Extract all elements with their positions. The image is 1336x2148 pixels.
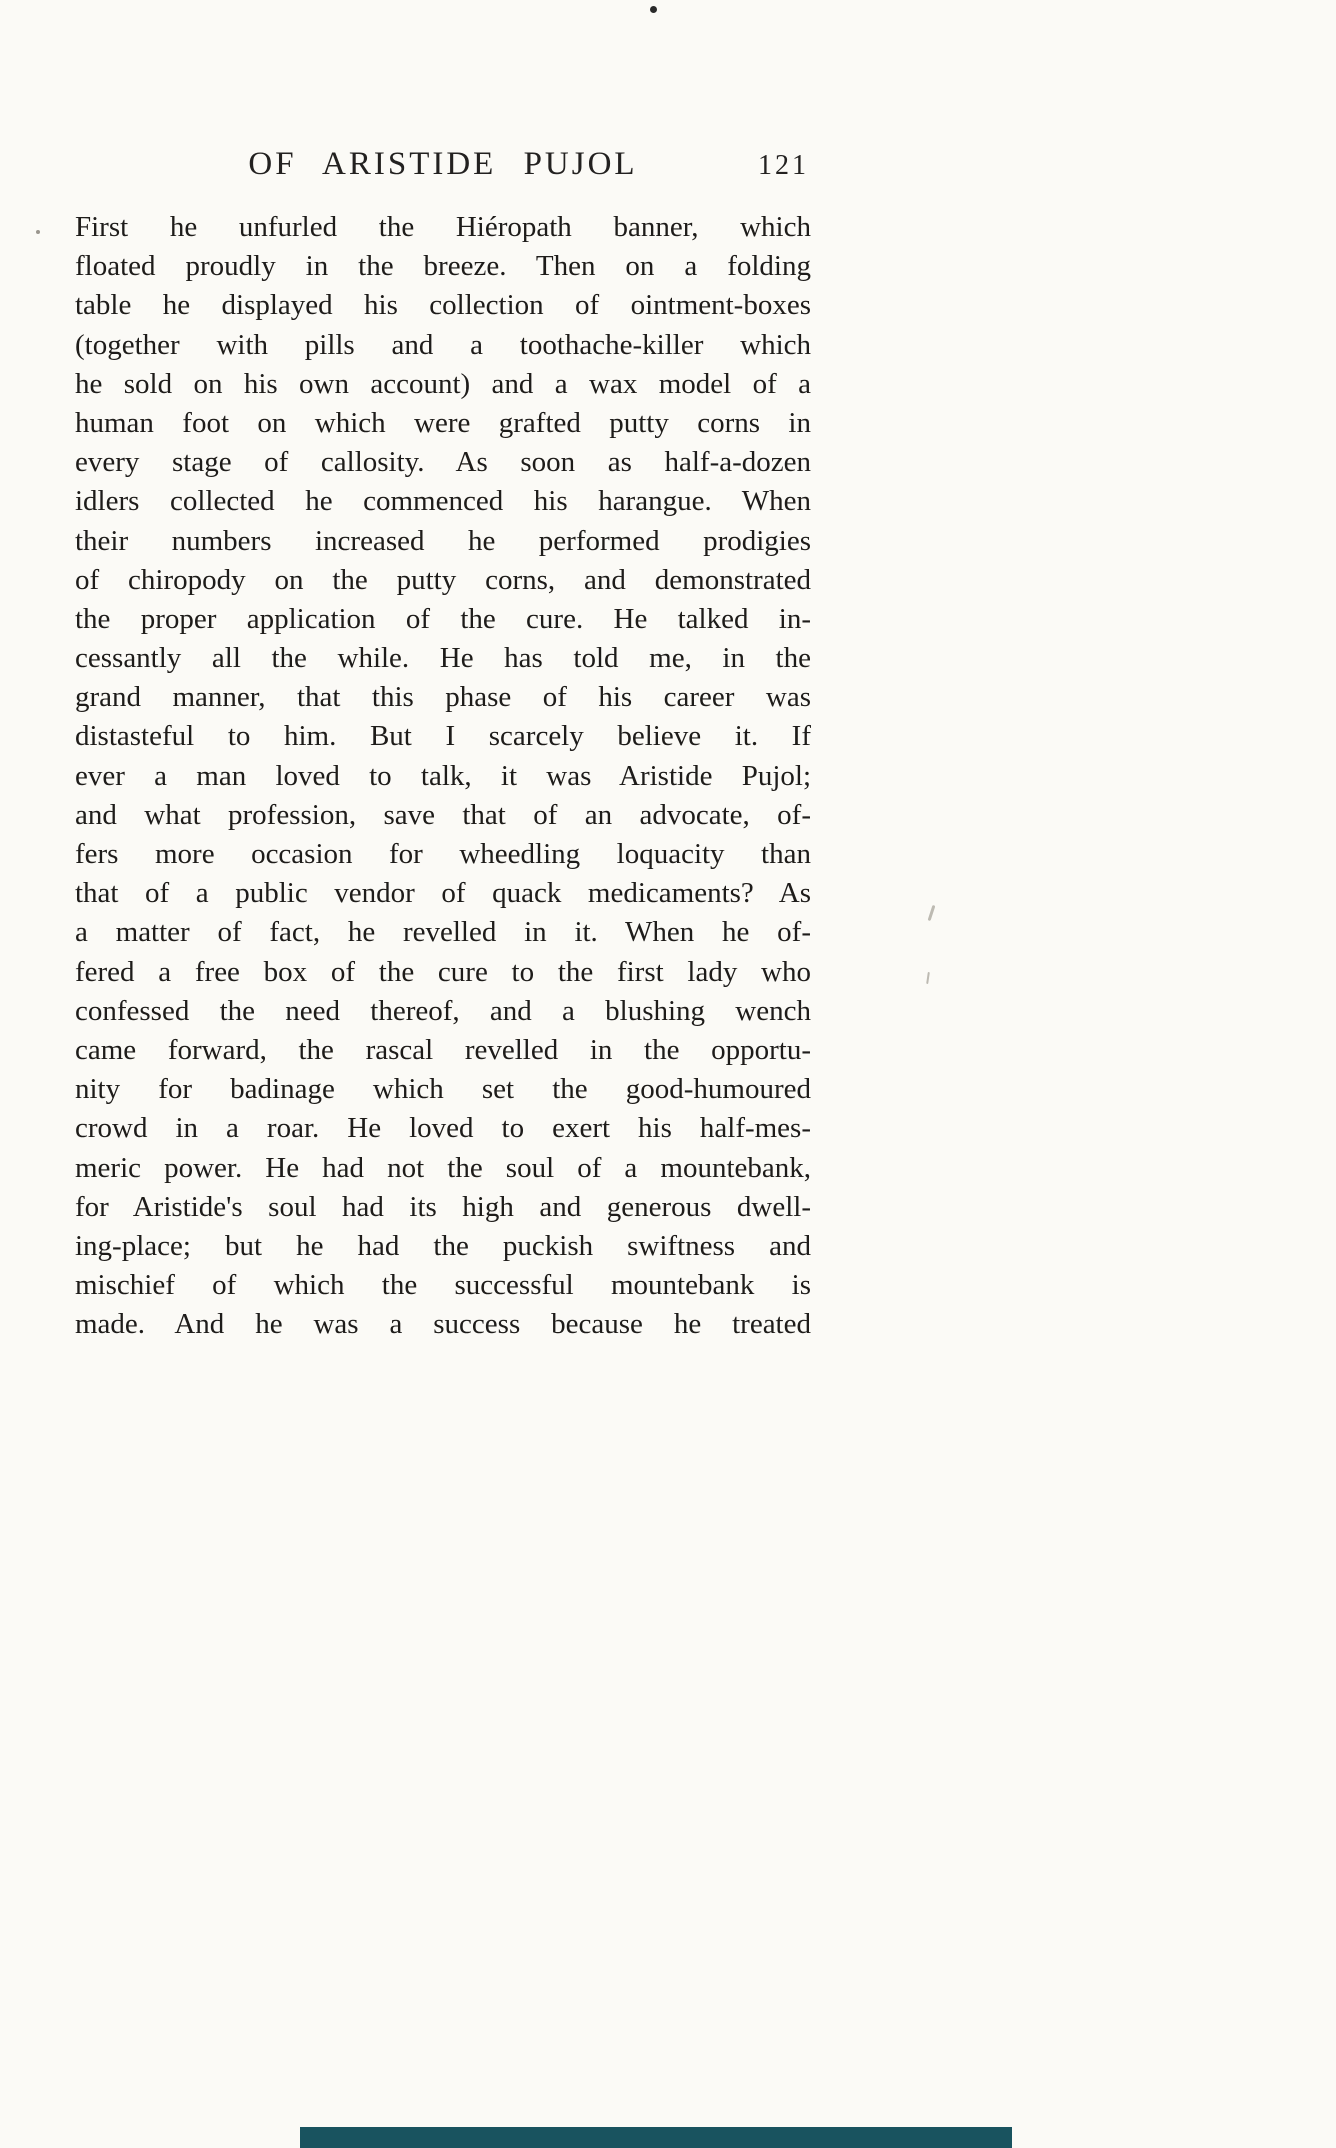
running-title: OF ARISTIDE PUJOL xyxy=(248,146,638,182)
text-line: First he unfurled the Hiéropath banner, which xyxy=(75,211,811,243)
text-line: cessantly all the while. He has told me, in the xyxy=(75,642,811,675)
text-line: distasteful to him. But I scarcely believe it. If xyxy=(75,720,811,753)
text-line: idlers collected he commenced his harangue. When xyxy=(75,485,811,518)
text-line: confessed the need thereof, and a blushing wench xyxy=(75,994,811,1027)
text-line: floated proudly in the breeze. Then on a folding xyxy=(75,250,811,283)
text-line: a matter of fact, he revelled in it. When he of- xyxy=(75,916,811,949)
text-line: meric power. He had not the soul of a mountebank, xyxy=(75,1151,811,1184)
scan-speck xyxy=(928,905,936,921)
scan-speck xyxy=(926,972,930,984)
text-line: for Aristide's soul had its high and generous dwell- xyxy=(75,1190,811,1223)
text-line: grand manner, that this phase of his career was xyxy=(75,681,811,714)
text-line: he sold on his own account) and a wax model of a xyxy=(75,367,811,400)
text-line: ing-place; but he had the puckish swiftness and xyxy=(75,1229,811,1262)
page-header xyxy=(75,146,811,190)
scan-speck xyxy=(650,6,657,13)
text-line: (together with pills and a toothache-killer which xyxy=(75,328,811,361)
text-line: made. And he was a success because he treated xyxy=(75,1308,811,1341)
bottom-bar xyxy=(300,2127,1012,2148)
text-line: and what profession, save that of an advocate, of- xyxy=(75,798,811,831)
text-line: crowd in a roar. He loved to exert his half-mes- xyxy=(75,1112,811,1145)
text-line: the proper application of the cure. He talked in- xyxy=(75,602,811,635)
body-text xyxy=(75,208,811,1344)
text-line: that of a public vendor of quack medicaments? As xyxy=(75,877,811,910)
text-line: human foot on which were grafted putty corns in xyxy=(75,406,811,439)
text-line: every stage of callosity. As soon as half-a-dozen xyxy=(75,446,811,479)
text-line: of chiropody on the putty corns, and demonstrated xyxy=(75,563,811,596)
text-line: came forward, the rascal revelled in the opportu- xyxy=(75,1033,811,1066)
text-line: their numbers increased he performed prodigies xyxy=(75,524,811,557)
text-line: mischief of which the successful mountebank is xyxy=(75,1269,811,1302)
text-line: nity for badinage which set the good-humoured xyxy=(75,1073,811,1106)
page-number: 121 xyxy=(758,150,809,181)
text-line: fers more occasion for wheedling loquacity than xyxy=(75,838,811,870)
text-line: table he displayed his collection of ointment-boxes xyxy=(75,289,811,322)
scan-speck xyxy=(36,230,40,234)
text-line: fered a free box of the cure to the first lady who xyxy=(75,955,811,988)
text-line: ever a man loved to talk, it was Aristide Pujol; xyxy=(75,759,811,792)
